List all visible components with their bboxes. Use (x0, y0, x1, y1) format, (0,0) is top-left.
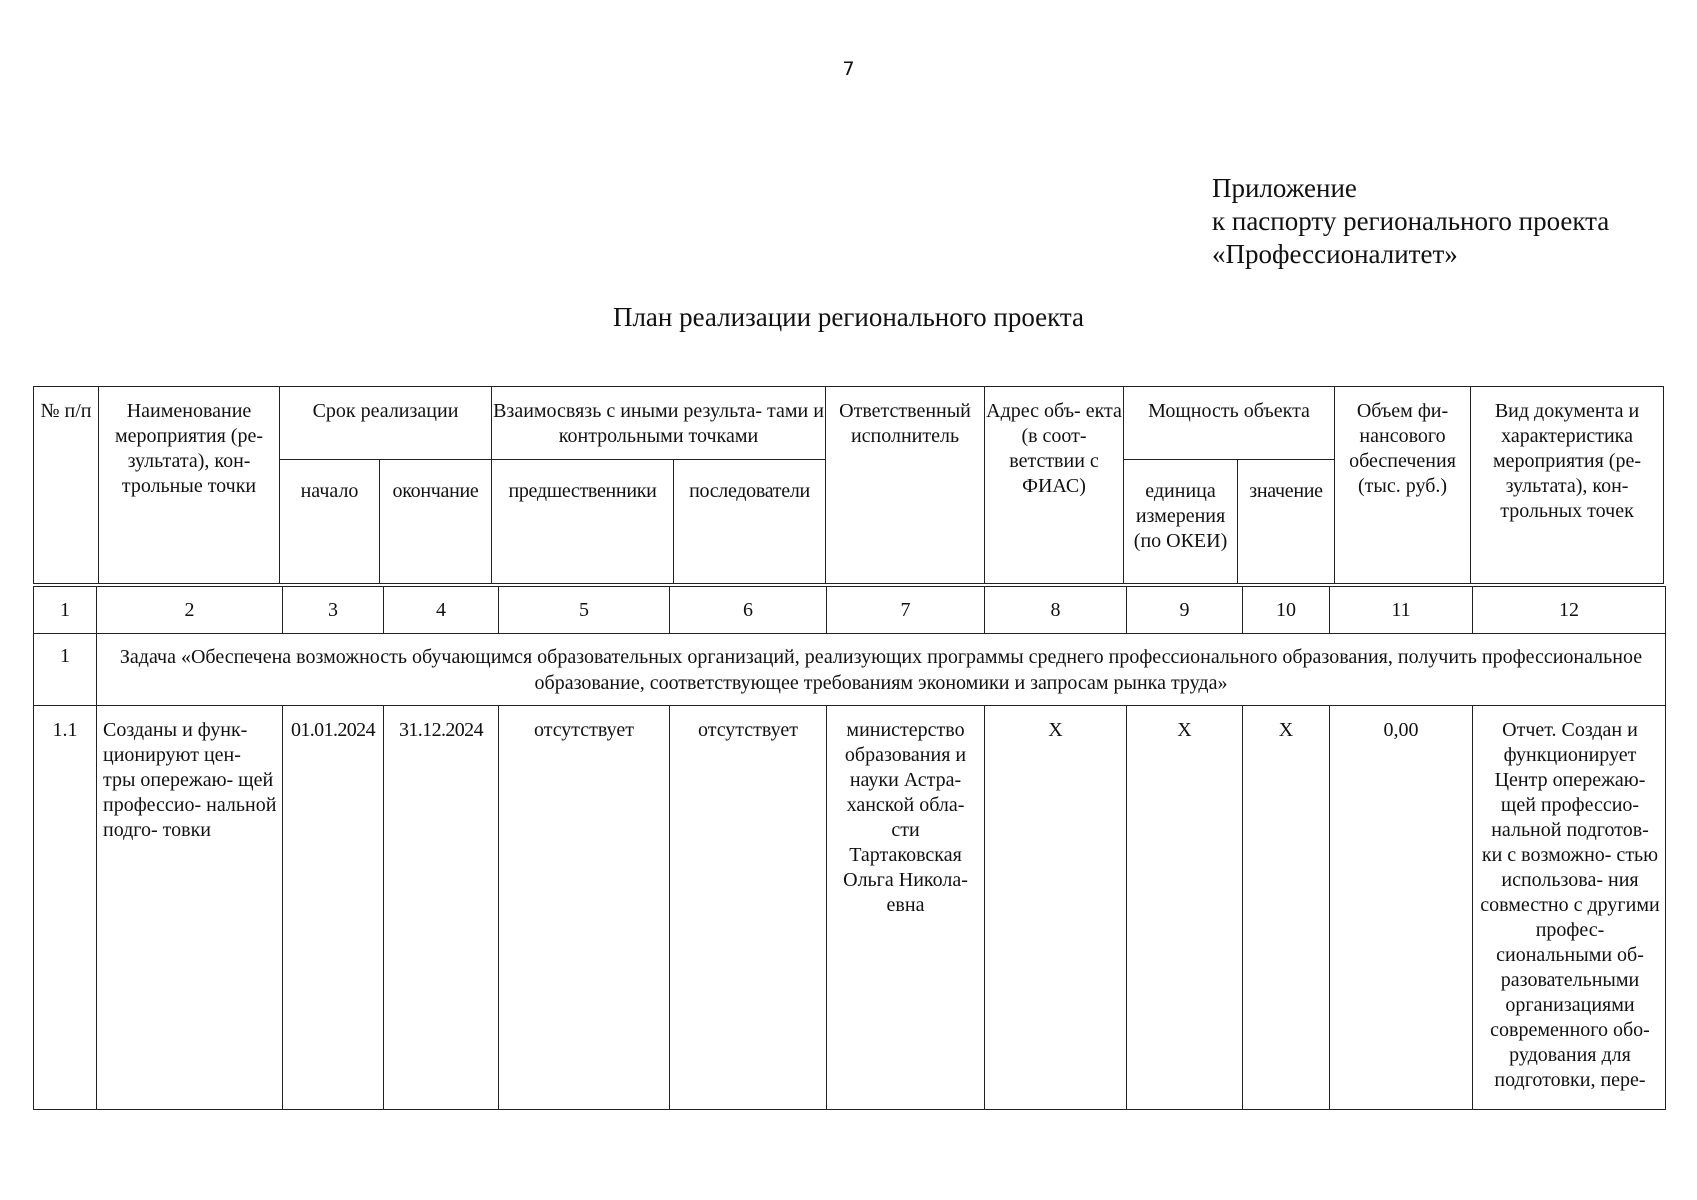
plan-table-body (33, 586, 1666, 1110)
task-row (34, 634, 1666, 706)
row-end-date: 31.12.2024 (384, 706, 499, 1110)
column-number: 11 (1330, 587, 1473, 634)
column-number: 8 (985, 587, 1127, 634)
header-cell-successors: последователи (674, 460, 826, 584)
header-cell-unit: единица измерения (по ОКЕИ) (1124, 460, 1238, 584)
column-number: 1 (34, 587, 97, 634)
column-number: 7 (827, 587, 985, 634)
header-cell-document: Вид документа и характеристика мероприятия (ре- зультата), кон- трольных точек (1471, 387, 1664, 584)
row-start-date: 01.01.2024 (283, 706, 384, 1110)
column-numbers-row (34, 587, 1666, 634)
header-cell-executor: Ответственный исполнитель (826, 387, 985, 584)
column-number: 12 (1473, 587, 1666, 634)
header-cell-finance: Объем фи- нансового обеспечения (тыс. руб.) (1335, 387, 1471, 584)
header-cell-address: Адрес объ- екта (в соот- ветствии с ФИАС) (985, 387, 1124, 584)
row-successors: отсутствует (670, 706, 827, 1110)
header-cell-capacity: Мощность объекта (1124, 387, 1335, 460)
document-title: План реализации регионального проекта (612, 302, 1085, 332)
header-cell-name: Наименование мероприятия (ре- зультата), кон- трольные точки (99, 387, 280, 584)
header-cell-end: окончание (380, 460, 492, 584)
column-number: 3 (283, 587, 384, 634)
task-description: Задача «Обеспечена возможность обучающимся образовательных организаций, реализующих программы среднего профессионального образования, получить профессиональное образование, соответствующее требованиям экономики и запросам рынка труда» (97, 634, 1666, 706)
column-number: 9 (1127, 587, 1243, 634)
row-predecessors: отсутствует (499, 706, 670, 1110)
table-row (34, 706, 1666, 1110)
column-number: 6 (670, 587, 827, 634)
column-number: 2 (97, 587, 283, 634)
header-cell-links: Взаимосвязь с иными результа- тами и контрольными точками (492, 387, 826, 460)
row-document: Отчет. Создан и функционирует Центр опережаю- щей профессио- нальной подготов- ки с возможно- стью использова- ния совместно с другими профес- сиональными об- разовательными организациями современного обо- рудования для подготовки, пере- (1473, 706, 1666, 1110)
appendix-line-2: к паспорту регионального проекта (1212, 206, 1610, 236)
column-number: 10 (1243, 587, 1330, 634)
task-number: 1 (34, 634, 97, 706)
header-cell-number: № п/п (34, 387, 99, 584)
row-address: Х (985, 706, 1127, 1110)
appendix-line-3: «Профессионалитет» (1212, 239, 1458, 269)
row-finance: 0,00 (1330, 706, 1473, 1110)
column-number: 5 (499, 587, 670, 634)
row-activity-name: Созданы и функ- ционируют цен- тры опережаю- щей профессио- нальной подго- товки (97, 706, 283, 1110)
appendix-note (1212, 172, 1609, 271)
plan-table-header (33, 386, 1664, 584)
header-cell-term: Срок реализации (280, 387, 492, 460)
header-cell-value: значение (1238, 460, 1335, 584)
page-number: 7 (842, 58, 855, 80)
row-value: Х (1243, 706, 1330, 1110)
row-executor: министерство образования и науки Астра- ханской обла- сти Тартаковская Ольга Никола- евна (827, 706, 985, 1110)
header-cell-start: начало (280, 460, 380, 584)
appendix-line-1: Приложение (1212, 173, 1357, 203)
row-number: 1.1 (34, 706, 97, 1110)
column-number: 4 (384, 587, 499, 634)
row-unit: Х (1127, 706, 1243, 1110)
header-cell-predecessors: предшественники (492, 460, 674, 584)
